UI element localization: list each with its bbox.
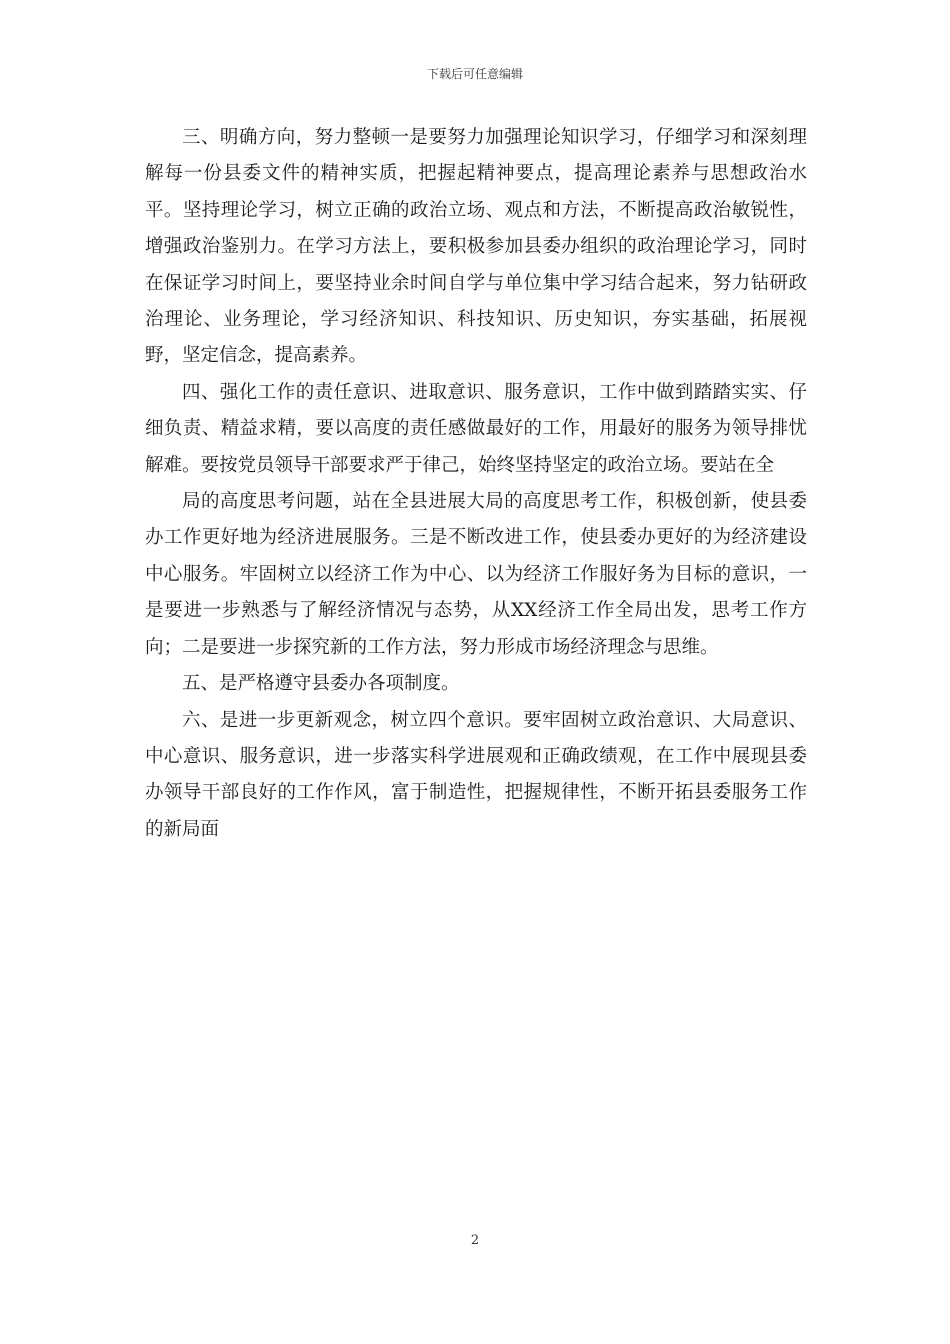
paragraph-section-3: 三、明确方向，努力整顿一是要努力加强理论知识学习，仔细学习和深刻理解每一份县委文件的精神实质，把握起精神要点，提高理论素养与思想政治水平。坚持理论学习，树立正确的政治立场、观点和方法，不断提高政治敏锐性，增强政治鉴别力。在学习方法上，要积极参加县委办组织的政治理论学习，同时在保证学习时间上，要坚持业余时间自学与单位集中学习结合起来，努力钻研政治理论、业务理论，学习经济知识、科技知识、历史知识，夯实基础，拓展视野，坚定信念，提高素养。 bbox=[145, 127, 807, 367]
paragraph-section-6: 六、是进一步更新观念，树立四个意识。要牢固树立政治意识、大局意识、中心意识、服务意识，进一步落实科学进展观和正确政绩观，在工作中展现县委办领导干部良好的工作作风，富于制造性，把握规律性，不断开拓县委服务工作的新局面 bbox=[145, 709, 807, 840]
document-body bbox=[145, 120, 807, 848]
page-header: 下载后可任意编辑 bbox=[426, 67, 523, 81]
page-number: 2 bbox=[470, 1233, 480, 1248]
paragraph-section-4-continued: 局的高度思考问题，站在全县进展大局的高度思考工作，积极创新，使县委办工作更好地为经济进展服务。三是不断改进工作，使县委办更好的为经济建设中心服务。牢固树立以经济工作为中心、以为经济工作服好务为目标的意识，一是要进一步熟悉与了解经济情况与态势，从XX经济工作全局出发，思考工作方向；二是要进一步探究新的工作方法，努力形成市场经济理念与思维。 bbox=[145, 491, 807, 658]
paragraph-section-5: 五、是严格遵守县委办各项制度。 bbox=[182, 673, 460, 695]
paragraph-section-4: 四、强化工作的责任意识、进取意识、服务意识，工作中做到踏踏实实、仔细负责、精益求精，要以高度的责任感做最好的工作，用最好的服务为领导排忧解难。要按党员领导干部要求严于律己，始终坚持坚定的政治立场。要站在全 bbox=[145, 381, 807, 476]
